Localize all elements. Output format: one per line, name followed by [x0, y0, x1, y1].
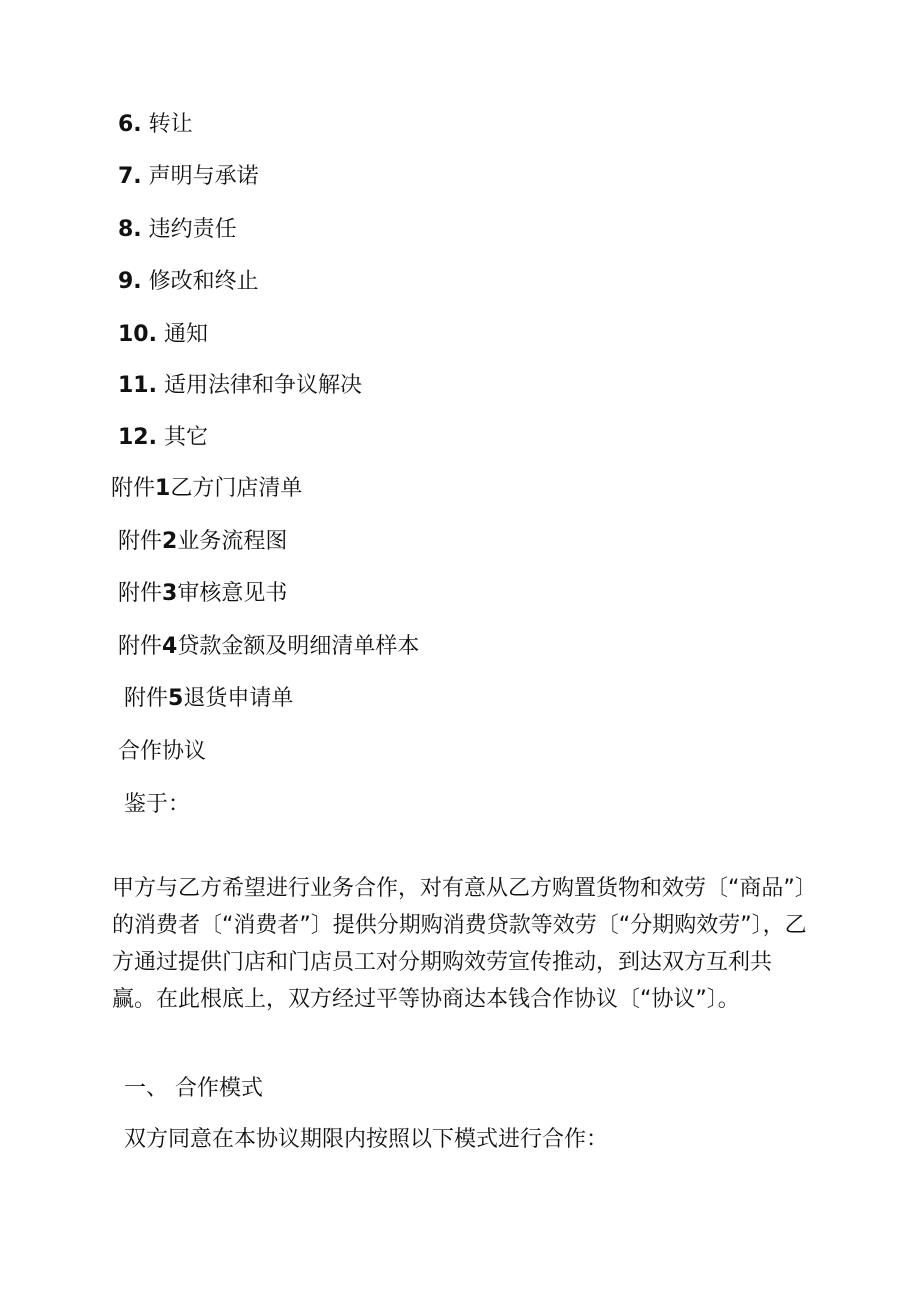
section-text: 双方同意在本协议期限内按照以下模式进行合作： [124, 1127, 609, 1152]
attachment-number: 4 [162, 634, 178, 659]
toc-number: 8. [118, 217, 142, 242]
toc-text: 适用法律和争议解决 [163, 373, 362, 398]
attachment-item-1 [111, 474, 302, 504]
toc-number: 6. [118, 112, 142, 137]
toc-text: 通知 [163, 322, 208, 347]
toc-text: 转让 [148, 112, 193, 137]
toc-text: 其它 [163, 425, 208, 450]
toc-number: 10. [118, 322, 157, 347]
attachment-text: 乙方门店清单 [170, 476, 303, 501]
toc-number: 11. [118, 373, 157, 398]
attachment-number: 1 [155, 476, 171, 501]
toc-number: 12. [118, 425, 157, 450]
toc-number: 7. [118, 164, 142, 189]
toc-item-8 [118, 215, 237, 245]
attachment-prefix: 附件 [118, 529, 163, 554]
toc-item-10 [118, 320, 208, 350]
attachment-text: 贷款金额及明细清单样本 [177, 634, 420, 659]
attachment-item-4 [118, 632, 419, 662]
attachment-number: 5 [168, 686, 184, 711]
toc-text: 违约责任 [148, 217, 237, 242]
toc-item-12 [118, 423, 208, 453]
section-heading: 一、 合作模式 [124, 1076, 263, 1101]
agreement-title: 合作协议 [118, 739, 207, 764]
attachment-prefix: 附件 [124, 686, 169, 711]
attachment-text: 业务流程图 [177, 529, 288, 554]
attachment-text: 审核意见书 [177, 581, 288, 606]
attachment-number: 3 [162, 581, 178, 606]
toc-item-11 [118, 371, 362, 401]
attachment-text: 退货申请单 [183, 686, 294, 711]
attachment-item-3 [118, 579, 287, 609]
toc-item-6 [118, 110, 193, 140]
toc-text: 声明与承诺 [148, 164, 259, 189]
attachment-prefix: 附件 [118, 634, 163, 659]
attachment-item-5 [124, 684, 293, 714]
attachment-prefix: 附件 [111, 476, 156, 501]
whereas-label: 鉴于： [124, 792, 191, 817]
attachment-number: 2 [162, 529, 178, 554]
attachment-prefix: 附件 [118, 581, 163, 606]
toc-item-7 [118, 162, 259, 192]
attachment-item-2 [118, 527, 287, 557]
toc-number: 9. [118, 269, 142, 294]
recital-paragraph: 甲方与乙方希望进行业务合作，对有意从乙方购置货物和效劳〔“商品”〕的消费者〔“消费者”〕提供分期购消费贷款等效劳〔“分期购效劳”〕，乙方通过提供门店和门店员工对分期购效劳宣传推动，到达双方互利共赢。在此根底上，双方经过平等协商达本钱合作协议〔“协议”〕。 [112, 876, 807, 1012]
toc-item-9 [118, 267, 259, 297]
toc-text: 修改和终止 [148, 269, 259, 294]
